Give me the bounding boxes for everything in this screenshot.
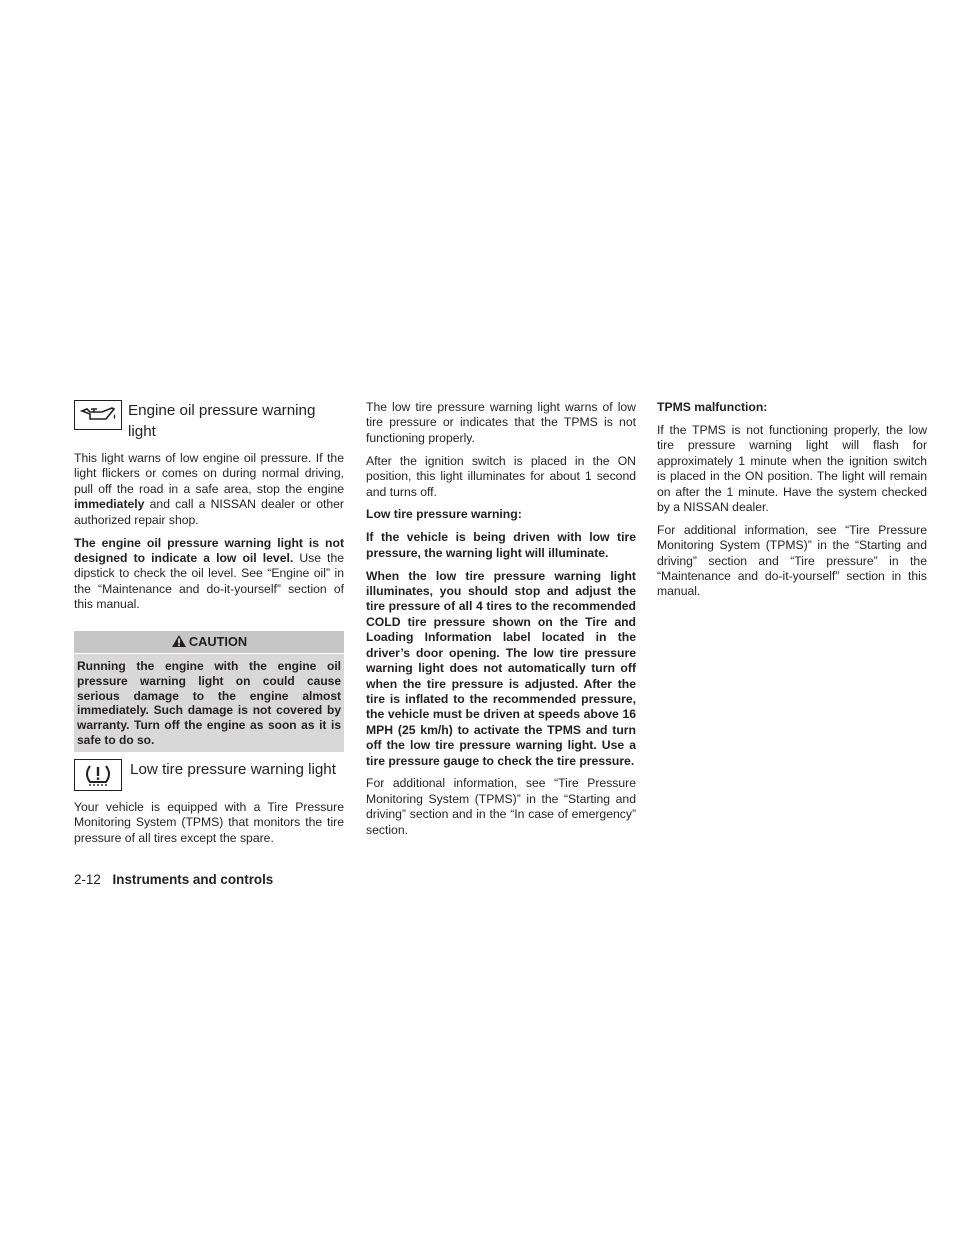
tire-paragraph-2: The low tire pressure warning light warns of low tire pressure or indicates that the TPMS is not functioning properly. <box>366 400 636 445</box>
tpms-additional-info: For additional information, see “Tire Pressure Monitoring System (TPMS)” in the “Starting and driving” section and “Tire pressure” in the “Maintenance and do-it-yourself” section in this manual. <box>657 522 927 599</box>
caution-header <box>74 631 344 654</box>
low-tire-warning-subheading: Low tire pressure warning: <box>366 507 522 522</box>
tire-pressure-heading <box>74 759 344 791</box>
oil-can-icon <box>74 400 122 430</box>
tire-additional-info: For additional information, see “Tire Pressure Monitoring System (TPMS)” in the “Starting and driving” section and in the “In case of emergency” section. <box>366 776 636 837</box>
oil-paragraph-1: This light warns of low engine oil pressure. If the light flickers or comes on during normal driving, pull off the road in a safe area, stop the engine immediately and call a NISSAN dealer or other authorized repair shop. <box>74 451 344 527</box>
right-column <box>657 400 927 607</box>
low-tire-warning-bold-1: If the vehicle is being driven with low tire pressure, the warning light will illuminate. <box>366 530 636 560</box>
section-title: Instruments and controls <box>112 872 274 887</box>
page-footer <box>74 872 273 887</box>
tire-pressure-icon <box>74 759 122 791</box>
oil-pressure-heading-text: Engine oil pressure warning light <box>128 402 316 440</box>
low-tire-warning-bold-2: When the low tire pressure warning light illuminates, you should stop and adjust the tire pressure of all 4 tires to the recommended COLD tire pressure shown on the Tire and Loading Information label located in the driver’s door opening. The low tire pressure warning light does not automatically turn off when the tire pressure is adjusted. After the tire is inflated to the recommended pressure, the vehicle must be driven at speeds above 16 MPH (25 km/h) to activate the TPMS and turn off the low tire pressure warning light. Use a tire pressure gauge to check the tire pressure. <box>366 568 636 768</box>
tpms-malfunction-subheading: TPMS malfunction: <box>657 400 768 414</box>
tire-pressure-heading-text: Low tire pressure warning light <box>130 760 336 778</box>
warning-triangle-icon <box>171 634 187 648</box>
caution-title: CAUTION <box>188 633 248 649</box>
tpms-malfunction-paragraph: If the TPMS is not functioning properly, the low tire pressure warning light will flash for approximately 1 minute when the ignition switch is placed in the ON position. The light will remain on after the 1 minute. Have the system checked by a NISSAN dealer. <box>657 422 927 514</box>
caution-box <box>74 631 344 752</box>
page-number: 2-12 <box>74 872 101 887</box>
tire-paragraph-1: Your vehicle is equipped with a Tire Pressure Monitoring System (TPMS) that monitors the tire pressure of all tires except the spare. <box>74 799 344 845</box>
oil-paragraph-2: The engine oil pressure warning light is not designed to indicate a low oil level. Use the dipstick to check the oil level. See “Engine oil” in the “Maintenance and do-it-yourself” section of this manual. <box>74 535 344 612</box>
caution-text: Running the engine with the engine oil pressure warning light on could cause serious damage to the engine almost immediately. Such damage is not covered by warranty. Turn off the engine as soon as it is safe to do so. <box>77 658 341 747</box>
tire-paragraph-3: After the ignition switch is placed in the ON position, this light illuminates for about 1 second and turns off. <box>366 453 636 499</box>
left-column <box>74 400 344 853</box>
middle-column <box>366 400 636 846</box>
oil-pressure-heading <box>74 400 344 442</box>
